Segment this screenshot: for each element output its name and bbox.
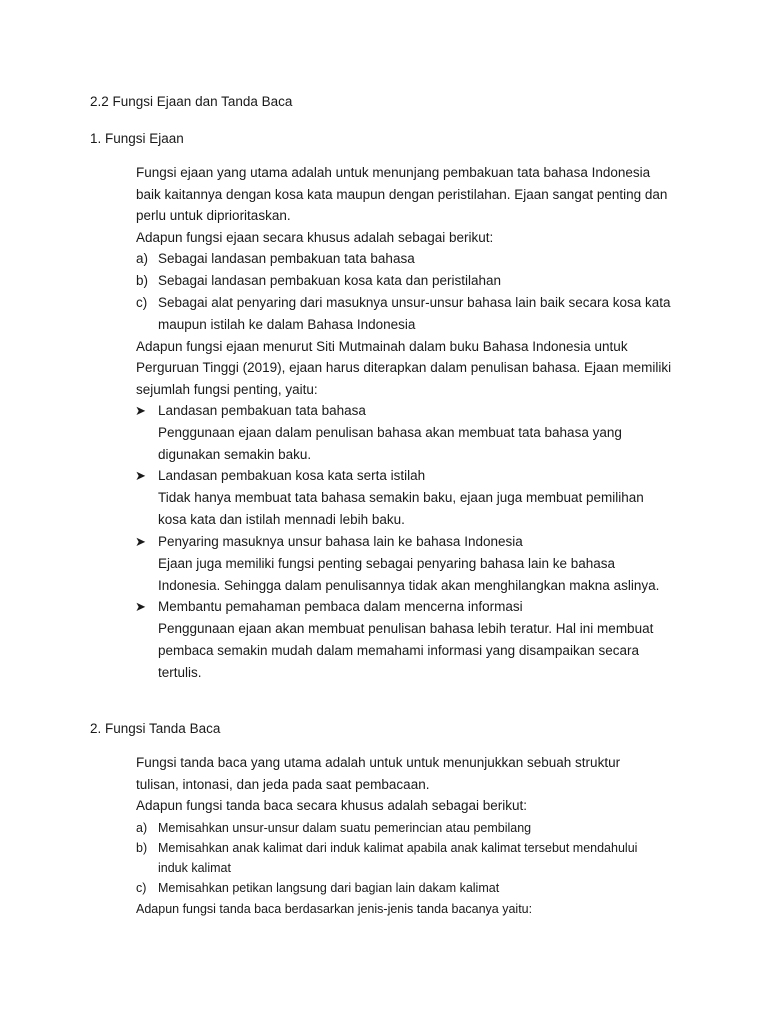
bullet-desc: Ejaan juga memiliki fungsi penting sebagai penyaring bahasa lain ke bahasa xyxy=(158,556,616,571)
bullet-desc: Penggunaan ejaan akan membuat penulisan bahasa lebih teratur. Hal ini membuat xyxy=(158,621,654,636)
siti-intro-line: sejumlah fungsi penting, yaitu: xyxy=(136,382,318,397)
heading-fungsi-tanda-baca: 2. Fungsi Tanda Baca xyxy=(90,721,221,736)
tanda-khusus-intro: Adapun fungsi tanda baca secara khusus adalah sebagai berikut: xyxy=(136,798,528,813)
list-item-text: maupun istilah ke dalam Bahasa Indonesia xyxy=(158,317,416,332)
bullet-desc: tertulis. xyxy=(158,665,202,680)
list-label: b) xyxy=(136,841,148,855)
bullet-desc: digunakan semakin baku. xyxy=(158,447,312,462)
tanda-intro-line: tulisan, intonasi, dan jeda pada saat pembacaan. xyxy=(136,777,430,792)
bullet-title: Membantu pemahaman pembaca dalam mencerna informasi xyxy=(158,599,523,614)
arrow-bullet-icon: ➤ xyxy=(135,534,146,549)
siti-intro-line: Adapun fungsi ejaan menurut Siti Mutmainah dalam buku Bahasa Indonesia untuk xyxy=(136,339,628,354)
ejaan-intro-line: baik kaitannya dengan kosa kata maupun dengan peristilahan. Ejaan sangat penting dan xyxy=(136,187,668,202)
siti-intro-line: Perguruan Tinggi (2019), ejaan harus diterapkan dalam penulisan bahasa. Ejaan memiliki xyxy=(136,360,672,375)
tanda-intro-line: Fungsi tanda baca yang utama adalah untuk untuk menunjukkan sebuah struktur xyxy=(136,755,621,770)
list-item-text: Memisahkan petikan langsung dari bagian lain dakam kalimat xyxy=(158,881,500,895)
bullet-desc: Indonesia. Sehingga dalam penulisannya tidak akan menghilangkan makna aslinya. xyxy=(158,578,660,593)
list-label: a) xyxy=(136,821,148,835)
bullet-desc: kosa kata dan istilah mennadi lebih baku. xyxy=(158,512,405,527)
list-label: c) xyxy=(136,881,147,895)
list-item-text: Sebagai landasan pembakuan tata bahasa xyxy=(158,251,415,266)
ejaan-intro-line: perlu untuk diprioritaskan. xyxy=(136,208,291,223)
bullet-title: Penyaring masuknya unsur bahasa lain ke bahasa Indonesia xyxy=(158,534,523,549)
arrow-bullet-icon: ➤ xyxy=(135,468,146,483)
list-label: c) xyxy=(136,295,148,310)
ejaan-intro-line: Fungsi ejaan yang utama adalah untuk menunjang pembakuan tata bahasa Indonesia xyxy=(136,165,651,180)
list-item-text: Sebagai alat penyaring dari masuknya unsur-unsur bahasa lain baik secara kosa kata xyxy=(158,295,671,310)
bullet-desc: Tidak hanya membuat tata bahasa semakin baku, ejaan juga membuat pemilihan xyxy=(158,490,644,505)
list-label: b) xyxy=(136,273,149,288)
heading-fungsi-ejaan: 1. Fungsi Ejaan xyxy=(90,131,184,146)
bullet-title: Landasan pembakuan kosa kata serta istilah xyxy=(158,468,426,483)
arrow-bullet-icon: ➤ xyxy=(135,403,146,418)
list-item-text: Sebagai landasan pembakuan kosa kata dan peristilahan xyxy=(158,273,501,288)
list-item-text: induk kalimat xyxy=(158,861,231,875)
bullet-desc: pembaca semakin mudah dalam memahami informasi yang disampaikan secara xyxy=(158,643,639,658)
list-item-text: Memisahkan anak kalimat dari induk kalimat apabila anak kalimat tersebut mendahului xyxy=(158,841,638,855)
list-label: a) xyxy=(136,251,149,266)
bullet-title: Landasan pembakuan tata bahasa xyxy=(158,403,366,418)
tanda-jenis-intro: Adapun fungsi tanda baca berdasarkan jenis-jenis tanda bacanya yaitu: xyxy=(136,902,533,916)
arrow-bullet-icon: ➤ xyxy=(135,599,146,614)
bullet-desc: Penggunaan ejaan dalam penulisan bahasa akan membuat tata bahasa yang xyxy=(158,425,622,440)
section-title: 2.2 Fungsi Ejaan dan Tanda Baca xyxy=(90,94,293,109)
list-item-text: Memisahkan unsur-unsur dalam suatu pemerincian atau pembilang xyxy=(158,821,532,835)
ejaan-khusus-intro: Adapun fungsi ejaan secara khusus adalah sebagai berikut: xyxy=(136,230,494,245)
